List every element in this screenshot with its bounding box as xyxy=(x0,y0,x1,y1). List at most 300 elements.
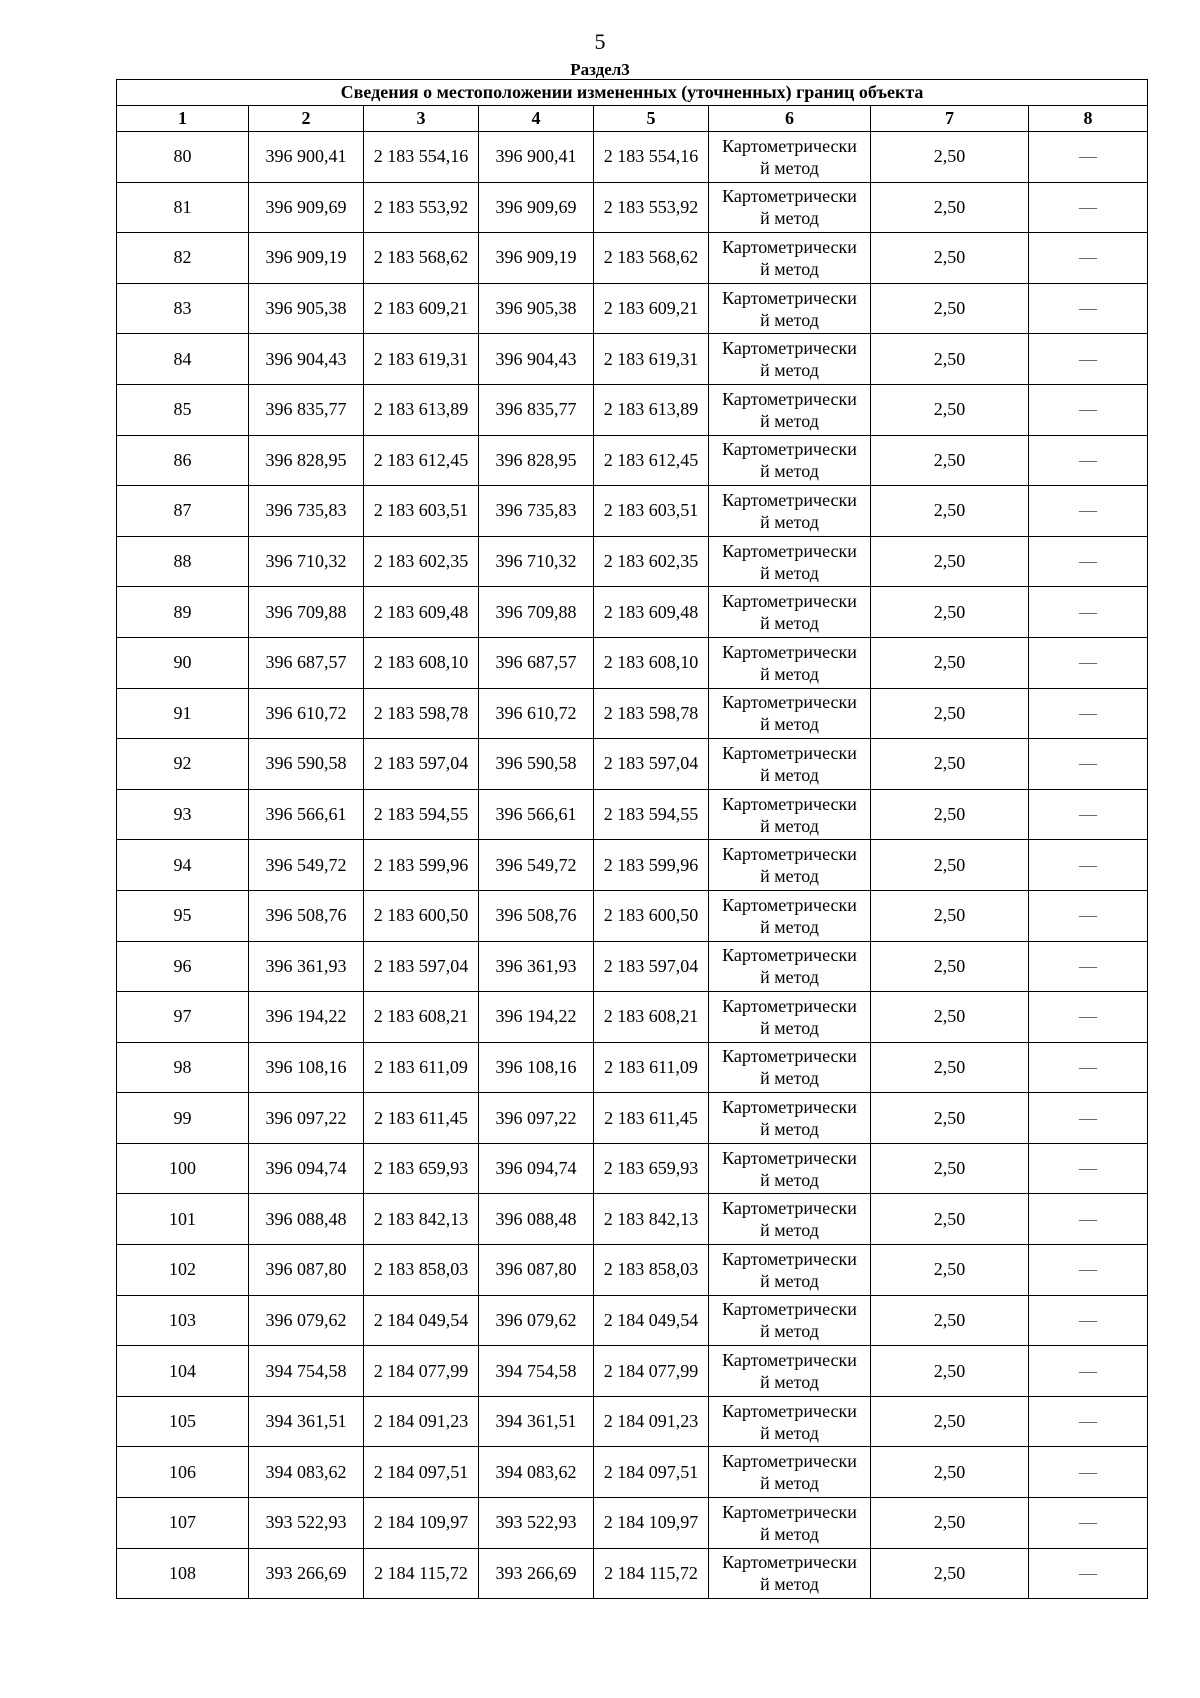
accuracy-cell: 2,50 xyxy=(871,182,1029,233)
note-cell: — xyxy=(1029,1042,1148,1093)
point-number-cell: 98 xyxy=(117,1042,249,1093)
note-cell: — xyxy=(1029,182,1148,233)
method-line: Картометрически xyxy=(722,135,857,156)
method-line: й метод xyxy=(760,562,819,583)
method-cell xyxy=(709,992,871,1043)
method-line: й метод xyxy=(760,1068,819,1089)
method-line: й метод xyxy=(760,208,819,229)
x-existing-cell: 396 735,83 xyxy=(249,486,364,537)
method-line: Картометрически xyxy=(722,540,857,561)
method-line: Картометрически xyxy=(722,742,857,763)
method-cell xyxy=(709,435,871,486)
x-refined-cell: 396 905,38 xyxy=(479,283,594,334)
y-refined-cell: 2 183 611,09 xyxy=(594,1042,709,1093)
accuracy-cell: 2,50 xyxy=(871,384,1029,435)
y-refined-cell: 2 183 611,45 xyxy=(594,1093,709,1144)
point-number-cell: 104 xyxy=(117,1346,249,1397)
method-line: й метод xyxy=(760,866,819,887)
y-existing-cell: 2 183 608,21 xyxy=(364,992,479,1043)
table-row xyxy=(117,1498,1148,1549)
method-line: Картометрически xyxy=(722,439,857,460)
method-line: Картометрически xyxy=(722,1552,857,1573)
y-existing-cell: 2 183 597,04 xyxy=(364,739,479,790)
y-refined-cell: 2 183 659,93 xyxy=(594,1143,709,1194)
y-refined-cell: 2 183 858,03 xyxy=(594,1245,709,1296)
method-line: й метод xyxy=(760,309,819,330)
y-existing-cell: 2 183 609,48 xyxy=(364,587,479,638)
x-existing-cell: 396 094,74 xyxy=(249,1143,364,1194)
column-number: 8 xyxy=(1029,106,1148,132)
method-line: й метод xyxy=(760,1574,819,1595)
x-refined-cell: 396 687,57 xyxy=(479,637,594,688)
x-refined-cell: 396 610,72 xyxy=(479,688,594,739)
y-existing-cell: 2 183 609,21 xyxy=(364,283,479,334)
method-line: Картометрически xyxy=(722,1046,857,1067)
method-line: Картометрически xyxy=(722,1147,857,1168)
method-line: Картометрически xyxy=(722,945,857,966)
note-cell: — xyxy=(1029,637,1148,688)
y-existing-cell: 2 183 858,03 xyxy=(364,1245,479,1296)
note-cell: — xyxy=(1029,739,1148,790)
accuracy-cell: 2,50 xyxy=(871,1295,1029,1346)
point-number-cell: 99 xyxy=(117,1093,249,1144)
column-number-row xyxy=(117,106,1148,132)
x-refined-cell: 396 566,61 xyxy=(479,789,594,840)
table-row xyxy=(117,992,1148,1043)
table-row xyxy=(117,1042,1148,1093)
y-refined-cell: 2 183 613,89 xyxy=(594,384,709,435)
method-line: Картометрически xyxy=(722,894,857,915)
page-number: 5 xyxy=(594,29,606,54)
x-existing-cell: 393 266,69 xyxy=(249,1548,364,1599)
y-existing-cell: 2 183 613,89 xyxy=(364,384,479,435)
method-cell xyxy=(709,637,871,688)
note-cell: — xyxy=(1029,1498,1148,1549)
x-existing-cell: 396 687,57 xyxy=(249,637,364,688)
point-number-cell: 103 xyxy=(117,1295,249,1346)
x-existing-cell: 396 361,93 xyxy=(249,941,364,992)
y-existing-cell: 2 184 115,72 xyxy=(364,1548,479,1599)
note-cell: — xyxy=(1029,1548,1148,1599)
method-line: й метод xyxy=(760,1017,819,1038)
x-existing-cell: 396 610,72 xyxy=(249,688,364,739)
accuracy-cell: 2,50 xyxy=(871,233,1029,284)
method-line: Картометрически xyxy=(722,186,857,207)
x-refined-cell: 396 549,72 xyxy=(479,840,594,891)
method-cell xyxy=(709,1447,871,1498)
accuracy-cell: 2,50 xyxy=(871,283,1029,334)
method-line: й метод xyxy=(760,258,819,279)
method-line: Картометрически xyxy=(722,591,857,612)
accuracy-cell: 2,50 xyxy=(871,1093,1029,1144)
method-line: Картометрически xyxy=(722,1299,857,1320)
note-cell: — xyxy=(1029,435,1148,486)
method-line: й метод xyxy=(760,410,819,431)
method-cell xyxy=(709,486,871,537)
table-row xyxy=(117,1548,1148,1599)
table-row xyxy=(117,283,1148,334)
table-row xyxy=(117,435,1148,486)
y-refined-cell: 2 183 594,55 xyxy=(594,789,709,840)
y-existing-cell: 2 184 097,51 xyxy=(364,1447,479,1498)
method-line: й метод xyxy=(760,461,819,482)
method-cell xyxy=(709,789,871,840)
y-existing-cell: 2 184 077,99 xyxy=(364,1346,479,1397)
x-refined-cell: 396 194,22 xyxy=(479,992,594,1043)
y-refined-cell: 2 183 599,96 xyxy=(594,840,709,891)
y-existing-cell: 2 184 091,23 xyxy=(364,1396,479,1447)
x-refined-cell: 394 361,51 xyxy=(479,1396,594,1447)
y-existing-cell: 2 183 612,45 xyxy=(364,435,479,486)
note-cell: — xyxy=(1029,233,1148,284)
x-existing-cell: 396 194,22 xyxy=(249,992,364,1043)
point-number-cell: 89 xyxy=(117,587,249,638)
table-row xyxy=(117,1194,1148,1245)
x-refined-cell: 396 079,62 xyxy=(479,1295,594,1346)
point-number-cell: 101 xyxy=(117,1194,249,1245)
y-existing-cell: 2 183 608,10 xyxy=(364,637,479,688)
y-existing-cell: 2 183 553,92 xyxy=(364,182,479,233)
x-existing-cell: 396 709,88 xyxy=(249,587,364,638)
accuracy-cell: 2,50 xyxy=(871,1346,1029,1397)
table-row xyxy=(117,789,1148,840)
accuracy-cell: 2,50 xyxy=(871,1194,1029,1245)
note-cell: — xyxy=(1029,890,1148,941)
table-row xyxy=(117,739,1148,790)
y-existing-cell: 2 183 842,13 xyxy=(364,1194,479,1245)
method-cell xyxy=(709,1396,871,1447)
accuracy-cell: 2,50 xyxy=(871,1143,1029,1194)
point-number-cell: 87 xyxy=(117,486,249,537)
method-line: Картометрически xyxy=(722,338,857,359)
method-line: Картометрически xyxy=(722,641,857,662)
method-line: Картометрически xyxy=(722,793,857,814)
note-cell: — xyxy=(1029,688,1148,739)
method-line: Картометрически xyxy=(722,995,857,1016)
y-refined-cell: 2 184 097,51 xyxy=(594,1447,709,1498)
point-number-cell: 91 xyxy=(117,688,249,739)
x-refined-cell: 396 508,76 xyxy=(479,890,594,941)
method-line: Картометрически xyxy=(722,236,857,257)
point-number-cell: 106 xyxy=(117,1447,249,1498)
method-line: й метод xyxy=(760,1220,819,1241)
method-line: й метод xyxy=(760,1321,819,1342)
point-number-cell: 88 xyxy=(117,536,249,587)
y-existing-cell: 2 183 619,31 xyxy=(364,334,479,385)
note-cell: — xyxy=(1029,992,1148,1043)
table-body xyxy=(117,132,1148,1599)
point-number-cell: 85 xyxy=(117,384,249,435)
accuracy-cell: 2,50 xyxy=(871,890,1029,941)
accuracy-cell: 2,50 xyxy=(871,637,1029,688)
column-number: 5 xyxy=(594,106,709,132)
table-row xyxy=(117,182,1148,233)
method-line: й метод xyxy=(760,360,819,381)
x-refined-cell: 396 097,22 xyxy=(479,1093,594,1144)
method-line: Картометрически xyxy=(722,1400,857,1421)
x-existing-cell: 396 835,77 xyxy=(249,384,364,435)
point-number-cell: 94 xyxy=(117,840,249,891)
table-row xyxy=(117,536,1148,587)
method-line: й метод xyxy=(760,714,819,735)
y-existing-cell: 2 184 109,97 xyxy=(364,1498,479,1549)
note-cell: — xyxy=(1029,1093,1148,1144)
y-existing-cell: 2 183 600,50 xyxy=(364,890,479,941)
method-cell xyxy=(709,739,871,790)
accuracy-cell: 2,50 xyxy=(871,1498,1029,1549)
note-cell: — xyxy=(1029,486,1148,537)
y-existing-cell: 2 183 568,62 xyxy=(364,233,479,284)
accuracy-cell: 2,50 xyxy=(871,587,1029,638)
method-line: Картометрически xyxy=(722,1501,857,1522)
method-line: й метод xyxy=(760,1473,819,1494)
column-number: 1 xyxy=(117,106,249,132)
table-row xyxy=(117,132,1148,183)
method-cell xyxy=(709,132,871,183)
column-number: 6 xyxy=(709,106,871,132)
y-refined-cell: 2 183 609,48 xyxy=(594,587,709,638)
y-refined-cell: 2 183 554,16 xyxy=(594,132,709,183)
table-row xyxy=(117,384,1148,435)
x-refined-cell: 394 083,62 xyxy=(479,1447,594,1498)
note-cell: — xyxy=(1029,132,1148,183)
section-title: Раздел3 xyxy=(570,60,630,79)
method-cell xyxy=(709,688,871,739)
accuracy-cell: 2,50 xyxy=(871,1245,1029,1296)
x-existing-cell: 396 566,61 xyxy=(249,789,364,840)
table-row xyxy=(117,890,1148,941)
y-existing-cell: 2 183 659,93 xyxy=(364,1143,479,1194)
point-number-cell: 90 xyxy=(117,637,249,688)
method-line: й метод xyxy=(760,967,819,988)
table-row xyxy=(117,1143,1148,1194)
table-row xyxy=(117,840,1148,891)
x-existing-cell: 396 909,69 xyxy=(249,182,364,233)
x-refined-cell: 396 088,48 xyxy=(479,1194,594,1245)
x-existing-cell: 394 754,58 xyxy=(249,1346,364,1397)
method-cell xyxy=(709,182,871,233)
method-line: й метод xyxy=(760,613,819,634)
method-line: й метод xyxy=(760,1119,819,1140)
note-cell: — xyxy=(1029,789,1148,840)
point-number-cell: 84 xyxy=(117,334,249,385)
method-line: й метод xyxy=(760,1270,819,1291)
point-number-cell: 93 xyxy=(117,789,249,840)
table-row xyxy=(117,587,1148,638)
accuracy-cell: 2,50 xyxy=(871,1396,1029,1447)
method-cell xyxy=(709,1245,871,1296)
table-row xyxy=(117,1245,1148,1296)
x-refined-cell: 396 108,16 xyxy=(479,1042,594,1093)
y-refined-cell: 2 183 602,35 xyxy=(594,536,709,587)
note-cell: — xyxy=(1029,384,1148,435)
method-line: й метод xyxy=(760,511,819,532)
x-refined-cell: 396 709,88 xyxy=(479,587,594,638)
table-row xyxy=(117,1093,1148,1144)
table-row xyxy=(117,486,1148,537)
point-number-cell: 86 xyxy=(117,435,249,486)
y-refined-cell: 2 184 109,97 xyxy=(594,1498,709,1549)
x-existing-cell: 396 905,38 xyxy=(249,283,364,334)
method-line: й метод xyxy=(760,1422,819,1443)
table-row xyxy=(117,1295,1148,1346)
method-line: й метод xyxy=(760,764,819,785)
method-line: Картометрически xyxy=(722,844,857,865)
method-cell xyxy=(709,536,871,587)
y-refined-cell: 2 183 597,04 xyxy=(594,941,709,992)
method-cell xyxy=(709,1346,871,1397)
method-cell xyxy=(709,384,871,435)
method-cell xyxy=(709,1548,871,1599)
y-existing-cell: 2 183 602,35 xyxy=(364,536,479,587)
x-existing-cell: 394 083,62 xyxy=(249,1447,364,1498)
y-refined-cell: 2 183 568,62 xyxy=(594,233,709,284)
method-line: Картометрически xyxy=(722,1198,857,1219)
y-refined-cell: 2 184 115,72 xyxy=(594,1548,709,1599)
y-refined-cell: 2 184 091,23 xyxy=(594,1396,709,1447)
method-line: Картометрически xyxy=(722,1248,857,1269)
method-cell xyxy=(709,1194,871,1245)
method-cell xyxy=(709,1295,871,1346)
y-refined-cell: 2 184 049,54 xyxy=(594,1295,709,1346)
point-number-cell: 102 xyxy=(117,1245,249,1296)
x-refined-cell: 396 590,58 xyxy=(479,739,594,790)
table-row xyxy=(117,233,1148,284)
column-number: 4 xyxy=(479,106,594,132)
x-refined-cell: 396 904,43 xyxy=(479,334,594,385)
method-line: Картометрически xyxy=(722,1097,857,1118)
method-line: й метод xyxy=(760,1523,819,1544)
method-cell xyxy=(709,941,871,992)
table-row xyxy=(117,1346,1148,1397)
accuracy-cell: 2,50 xyxy=(871,334,1029,385)
y-refined-cell: 2 183 553,92 xyxy=(594,182,709,233)
x-refined-cell: 396 710,32 xyxy=(479,536,594,587)
note-cell: — xyxy=(1029,1295,1148,1346)
x-existing-cell: 396 508,76 xyxy=(249,890,364,941)
column-number: 7 xyxy=(871,106,1029,132)
x-refined-cell: 396 909,69 xyxy=(479,182,594,233)
accuracy-cell: 2,50 xyxy=(871,435,1029,486)
y-refined-cell: 2 183 603,51 xyxy=(594,486,709,537)
x-existing-cell: 396 549,72 xyxy=(249,840,364,891)
x-refined-cell: 396 835,77 xyxy=(479,384,594,435)
accuracy-cell: 2,50 xyxy=(871,789,1029,840)
point-number-cell: 92 xyxy=(117,739,249,790)
note-cell: — xyxy=(1029,941,1148,992)
table-caption: Сведения о местоположении измененных (уточненных) границ объекта xyxy=(117,80,1148,106)
method-line: Картометрически xyxy=(722,1451,857,1472)
note-cell: — xyxy=(1029,283,1148,334)
point-number-cell: 96 xyxy=(117,941,249,992)
y-refined-cell: 2 183 609,21 xyxy=(594,283,709,334)
accuracy-cell: 2,50 xyxy=(871,941,1029,992)
method-cell xyxy=(709,840,871,891)
accuracy-cell: 2,50 xyxy=(871,1548,1029,1599)
point-number-cell: 81 xyxy=(117,182,249,233)
method-cell xyxy=(709,1143,871,1194)
x-existing-cell: 394 361,51 xyxy=(249,1396,364,1447)
accuracy-cell: 2,50 xyxy=(871,486,1029,537)
y-existing-cell: 2 183 598,78 xyxy=(364,688,479,739)
y-refined-cell: 2 183 619,31 xyxy=(594,334,709,385)
y-refined-cell: 2 183 842,13 xyxy=(594,1194,709,1245)
y-existing-cell: 2 183 611,45 xyxy=(364,1093,479,1144)
note-cell: — xyxy=(1029,1143,1148,1194)
x-existing-cell: 396 097,22 xyxy=(249,1093,364,1144)
y-refined-cell: 2 184 077,99 xyxy=(594,1346,709,1397)
x-existing-cell: 396 079,62 xyxy=(249,1295,364,1346)
note-cell: — xyxy=(1029,1245,1148,1296)
method-line: й метод xyxy=(760,1372,819,1393)
method-line: й метод xyxy=(760,663,819,684)
point-number-cell: 83 xyxy=(117,283,249,334)
method-line: Картометрически xyxy=(722,1350,857,1371)
point-number-cell: 100 xyxy=(117,1143,249,1194)
y-existing-cell: 2 183 611,09 xyxy=(364,1042,479,1093)
x-refined-cell: 396 094,74 xyxy=(479,1143,594,1194)
note-cell: — xyxy=(1029,1396,1148,1447)
point-number-cell: 108 xyxy=(117,1548,249,1599)
note-cell: — xyxy=(1029,1346,1148,1397)
accuracy-cell: 2,50 xyxy=(871,536,1029,587)
x-existing-cell: 393 522,93 xyxy=(249,1498,364,1549)
x-existing-cell: 396 904,43 xyxy=(249,334,364,385)
point-number-cell: 107 xyxy=(117,1498,249,1549)
point-number-cell: 82 xyxy=(117,233,249,284)
method-line: й метод xyxy=(760,815,819,836)
method-cell xyxy=(709,334,871,385)
column-number: 2 xyxy=(249,106,364,132)
y-refined-cell: 2 183 600,50 xyxy=(594,890,709,941)
x-existing-cell: 396 909,19 xyxy=(249,233,364,284)
method-line: Картометрически xyxy=(722,287,857,308)
point-number-cell: 105 xyxy=(117,1396,249,1447)
accuracy-cell: 2,50 xyxy=(871,739,1029,790)
point-number-cell: 97 xyxy=(117,992,249,1043)
x-existing-cell: 396 087,80 xyxy=(249,1245,364,1296)
y-refined-cell: 2 183 597,04 xyxy=(594,739,709,790)
y-existing-cell: 2 183 603,51 xyxy=(364,486,479,537)
accuracy-cell: 2,50 xyxy=(871,132,1029,183)
table-row xyxy=(117,1447,1148,1498)
note-cell: — xyxy=(1029,1447,1148,1498)
x-refined-cell: 396 087,80 xyxy=(479,1245,594,1296)
y-existing-cell: 2 183 594,55 xyxy=(364,789,479,840)
x-existing-cell: 396 900,41 xyxy=(249,132,364,183)
x-existing-cell: 396 590,58 xyxy=(249,739,364,790)
x-refined-cell: 396 361,93 xyxy=(479,941,594,992)
x-existing-cell: 396 088,48 xyxy=(249,1194,364,1245)
x-refined-cell: 396 900,41 xyxy=(479,132,594,183)
method-line: Картометрически xyxy=(722,692,857,713)
accuracy-cell: 2,50 xyxy=(871,1042,1029,1093)
note-cell: — xyxy=(1029,1194,1148,1245)
accuracy-cell: 2,50 xyxy=(871,992,1029,1043)
column-number: 3 xyxy=(364,106,479,132)
y-refined-cell: 2 183 608,21 xyxy=(594,992,709,1043)
method-cell xyxy=(709,1093,871,1144)
y-existing-cell: 2 183 597,04 xyxy=(364,941,479,992)
note-cell: — xyxy=(1029,334,1148,385)
accuracy-cell: 2,50 xyxy=(871,840,1029,891)
table-row xyxy=(117,941,1148,992)
table-row xyxy=(117,688,1148,739)
method-line: й метод xyxy=(760,916,819,937)
x-refined-cell: 396 735,83 xyxy=(479,486,594,537)
y-refined-cell: 2 183 598,78 xyxy=(594,688,709,739)
accuracy-cell: 2,50 xyxy=(871,688,1029,739)
